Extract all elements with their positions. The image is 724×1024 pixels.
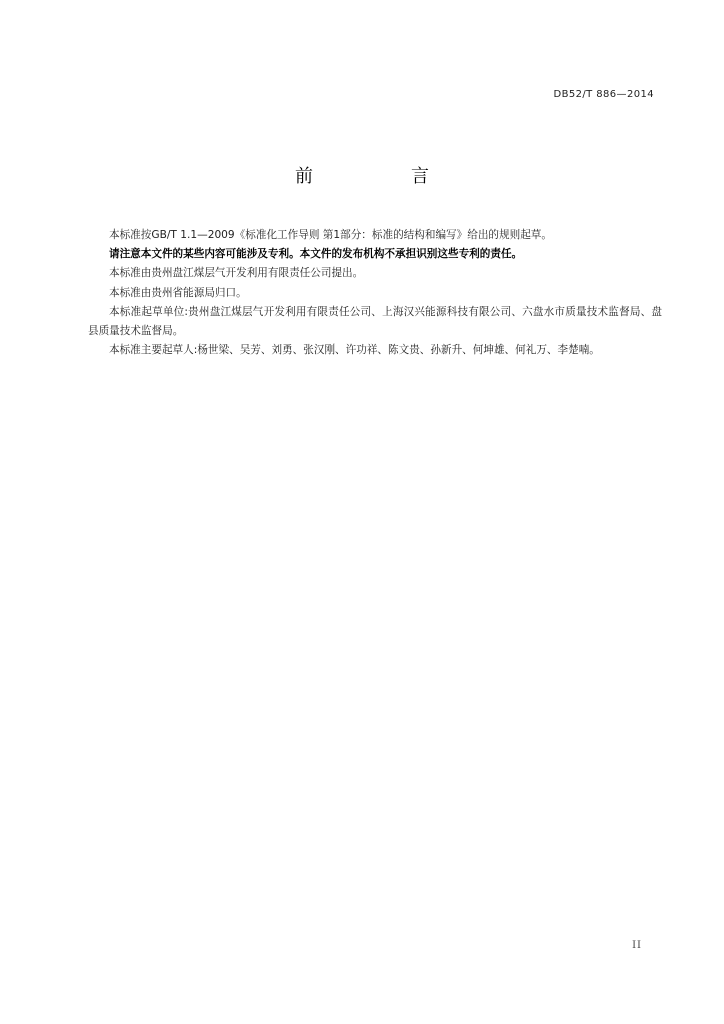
page-number: II (632, 940, 642, 951)
paragraph-drafters: 本标准主要起草人:杨世梁、吴芳、刘勇、张汉刚、许功祥、陈文贵、孙新升、何坤雄、何礼万、李楚喃。 (109, 344, 600, 357)
paragraph-patent-notice: 请注意本文件的某些内容可能涉及专利。本文件的发布机构不承担识别这些专利的责任。 (109, 248, 523, 261)
page-title: 前 言 (295, 166, 469, 187)
foreword-body (88, 226, 662, 360)
paragraph-administrator: 本标准由贵州省能源局归口。 (109, 286, 247, 299)
paragraph-proposer: 本标准由贵州盘江煤层气开发利用有限责任公司提出。 (109, 267, 364, 280)
paragraph-drafting-rules: 本标准按GB/T 1.1—2009《标准化工作导则 第1部分：标准的结构和编写》给出的规则起草。 (109, 229, 552, 241)
paragraph-drafting-units: 本标准起草单位:贵州盘江煤层气开发利用有限责任公司、上海汉兴能源科技有限公司、六盘水市质量技术监督局、盘县质量技术监督局。 (88, 305, 662, 338)
document-code: DB52/T 886—2014 (553, 89, 654, 100)
